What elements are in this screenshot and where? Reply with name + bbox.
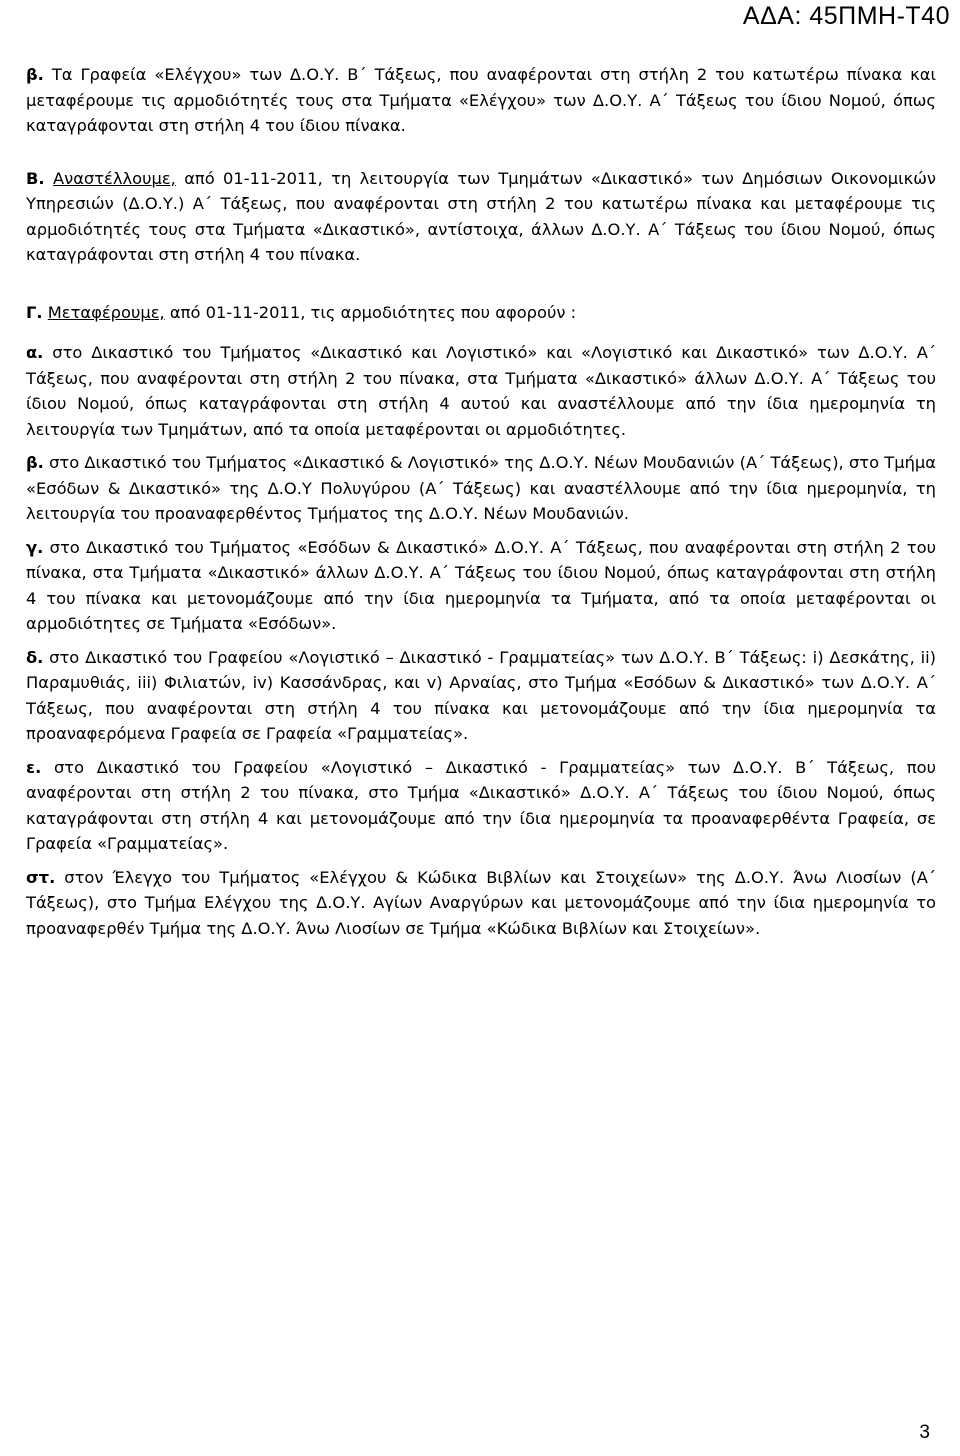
- item-gamma: [26, 535, 936, 637]
- item-text: στο Δικαστικό του Γραφείου «Λογιστικό – Δικαστικό - Γραμματείας» των Δ.Ο.Υ. Β΄ Τάξεως, που αναφέρονται στη στήλη 2 του πίνακα, στο Τμήμα «Δικαστικό» Δ.Ο.Υ. Α΄ Τάξεως του ίδιου Νομού, όπως καταγράφονται στη στήλη 4 και μετονομάζουμε από την ίδια ημερομηνία τα προαναφερθέντα Γραφεία, σε Γραφεία «Γραμματείας».: [26, 757, 936, 853]
- section-G: [26, 300, 936, 326]
- section-label: Γ.: [26, 302, 43, 322]
- item-text: στο Δικαστικό του Τμήματος «Εσόδων & Δικαστικό» Δ.Ο.Υ. Α΄ Τάξεως, που αναφέρονται στη στήλη 2 του πίνακα, στα Τμήματα «Δικαστικό» άλλων Δ.Ο.Υ. Α΄ Τάξεως του ίδιου Νομού, όπως καταγράφονται στη στήλη 4 του πίνακα και μετονομάζουμε από την ίδια ημερομηνία τα Τμήματα, από τα οποία μεταφέρονται οι αρμοδιότητες σε Τμήματα «Εσόδων».: [26, 537, 936, 633]
- paragraph-text: Τα Γραφεία «Ελέγχου» των Δ.Ο.Υ. Β΄ Τάξεως, που αναφέρονται στη στήλη 2 του κατωτέρω πίνακα και μεταφέρουμε τις αρμοδιότητές τους στα Τμήματα «Ελέγχου» των Δ.Ο.Υ. Α΄ Τάξεως του ίδιου Νομού, όπως καταγράφονται στη στήλη 4 του ίδιου πίνακα.: [26, 65, 936, 135]
- item-epsilon: [26, 755, 936, 857]
- item-label: στ.: [26, 867, 56, 887]
- page-number: 3: [919, 1422, 930, 1443]
- item-label: β.: [26, 453, 44, 472]
- item-alpha: [26, 340, 936, 442]
- section-text: από 01-11-2011, τη λειτουργία των Τμημάτων «Δικαστικό» των Δημόσιων Οικονομικών Υπηρεσιών (Δ.Ο.Υ.) Α΄ Τάξεως, που αναφέρονται στη στήλη 2 του κατωτέρω πίνακα και μεταφέρουμε τις αρμοδιότητές τους στα Τμήματα «Δικαστικό», αντίστοιχα, άλλων Δ.Ο.Υ. Α΄ Τάξεως του ίδιου Νομού, όπως καταγράφονται στη στήλη 4 του πίνακα.: [26, 168, 936, 264]
- item-label: ε.: [26, 757, 42, 777]
- section-B: [26, 166, 936, 268]
- item-delta: [26, 645, 936, 747]
- item-text: στο Δικαστικό του Τμήματος «Δικαστικό & Λογιστικό» της Δ.Ο.Υ. Νέων Μουδανιών (Α΄ Τάξεως), στο Τμήμα «Εσόδων & Δικαστικό» της Δ.Ο.Υ Πολυγύρου (Α΄ Τάξεως) και αναστέλλουμε από την ίδια ημερομηνία, τη λειτουργία του προαναφερθέντος Τμήματος της Δ.Ο.Υ. Νέων Μουδανιών.: [26, 453, 936, 523]
- item-text: στον Έλεγχο του Τμήματος «Ελέγχου & Κώδικα Βιβλίων και Στοιχείων» της Δ.Ο.Υ. Άνω Λιοσίων (Α΄ Τάξεως), στο Τμήμα Ελέγχου της Δ.Ο.Υ. Αγίων Αναργύρων και μετονομάζουμε από την ίδια ημερομηνία το προαναφερθέν Τμήμα της Δ.Ο.Υ. Άνω Λιοσίων σε Τμήμα «Κώδικα Βιβλίων και Στοιχείων».: [26, 867, 936, 938]
- item-label: γ.: [26, 537, 44, 557]
- item-text: στο Δικαστικό του Τμήματος «Δικαστικό και Λογιστικό» και «Λογιστικό και Δικαστικό» των Δ.Ο.Υ. Α΄ Τάξεως, που αναφέρονται στη στήλη 2 του πίνακα, στα Τμήματα «Δικαστικό» άλλων Δ.Ο.Υ. Α΄ Τάξεως του ίδιου Νομού, όπως καταγράφονται στη στήλη 4 αυτού και αναστέλλουμε από την ίδια ημερομηνία τη λειτουργία των Τμημάτων, από τα οποία μεταφέρονται οι αρμοδιότητες.: [26, 343, 936, 439]
- section-verb: Αναστέλλουμε,: [52, 168, 176, 188]
- section-verb: Μεταφέρουμε,: [47, 302, 165, 322]
- item-label: δ.: [26, 647, 44, 667]
- item-beta: [26, 450, 936, 527]
- ada-code: ΑΔΑ: 45ΠΜΗ-Τ40: [742, 2, 950, 30]
- item-text: στο Δικαστικό του Γραφείου «Λογιστικό – Δικαστικό - Γραμματείας» των Δ.Ο.Υ. Β΄ Τάξεως: i) Δεσκάτης, ii) Παραμυθιάς, iii) Φιλιατών, iv) Κασσάνδρας, και v) Αρναίας, στο Τμήμα «Εσόδων & Δικαστικό» των Δ.Ο.Υ. Α΄ Τάξεως, που αναφέρονται στη στήλη 4 του πίνακα και μετονομάζουμε από την ίδια ημερομηνία τα προαναφερόμενα Γραφεία σε Γραφεία «Γραμματείας».: [26, 647, 936, 743]
- item-label: α.: [26, 343, 44, 362]
- section-label: Β.: [26, 168, 45, 188]
- paragraph-beta-offices: [26, 62, 936, 139]
- item-st: [26, 865, 936, 942]
- section-text: από 01-11-2011, τις αρμοδιότητες που αφορούν :: [164, 302, 577, 322]
- document-body: [26, 62, 936, 941]
- paragraph-label: β.: [26, 65, 44, 84]
